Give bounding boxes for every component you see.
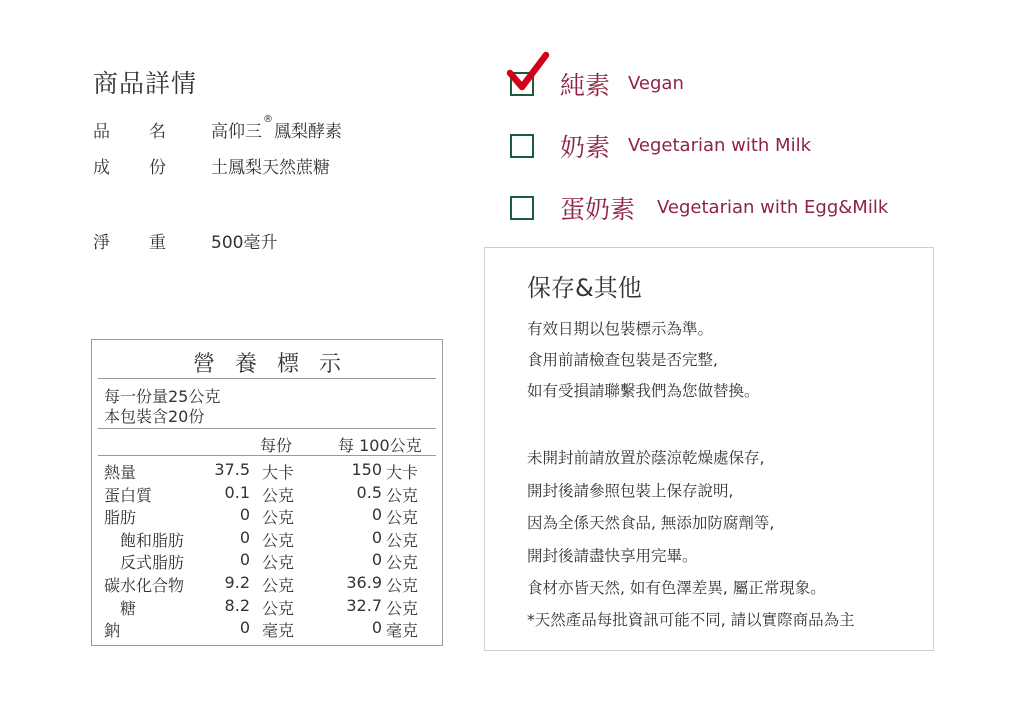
check-mark-icon: [504, 49, 552, 97]
diet-label-en: Vegetarian with Egg&Milk: [657, 197, 889, 218]
registered-mark: ®: [263, 114, 273, 126]
product-name-label-1: 品: [93, 122, 110, 142]
storage-info-box: [484, 247, 934, 651]
storage-title: 保存&其他: [527, 274, 642, 302]
per-serving-unit: 毫克: [262, 621, 295, 641]
per-serving-value: 37.5: [214, 460, 250, 479]
product-name: 鳳梨酵素: [274, 122, 342, 142]
product-brand: 高仰三: [211, 122, 262, 142]
per-serving-unit: 公克: [262, 598, 295, 618]
nutrient-name: 反式脂肪: [120, 553, 185, 573]
per-serving-unit: 公克: [262, 508, 295, 528]
per-100g-unit: 公克: [386, 576, 419, 595]
per-100g-value: 0: [371, 527, 382, 547]
nutrient-name: 蛋白質: [104, 485, 153, 505]
diet-label-en: Vegan: [628, 73, 684, 94]
diet-label-zh: 奶素: [560, 133, 611, 162]
product-name-value: [211, 114, 342, 142]
storage-line: 如有受損請聯繫我們為您做替換。: [527, 382, 760, 400]
per-serving-value: 0: [239, 505, 250, 525]
per-100g-value: 32.7: [346, 595, 382, 615]
per-100g-value: 0: [371, 618, 382, 638]
per-100g-value: 0: [371, 550, 382, 570]
per-100g-value: 150: [351, 460, 382, 479]
per-serving-unit: 公克: [262, 576, 295, 595]
per-100g-unit: 毫克: [386, 621, 419, 641]
net-weight-label-2: 重: [149, 233, 166, 253]
per-serving-value: 0: [239, 527, 250, 547]
per-100g-unit: 公克: [386, 598, 419, 618]
per-100g-unit: 大卡: [386, 463, 419, 482]
per-serving-unit: 公克: [262, 553, 295, 573]
per-100g-unit: 公克: [386, 553, 419, 573]
diet-option-egg-milk: [510, 187, 1010, 227]
nutrition-title: 營養標示: [192, 352, 361, 377]
storage-line: 未開封前請放置於蔭涼乾燥處保存,: [527, 449, 765, 467]
product-name-label-2: 名: [149, 122, 166, 142]
nutrient-name: 脂肪: [104, 508, 137, 528]
per-100g-unit: 公克: [386, 508, 419, 528]
per-100g-value: 0: [371, 505, 382, 525]
per-serving-unit: 大卡: [262, 463, 295, 482]
per-serving-unit: 公克: [262, 485, 295, 505]
net-weight-label-1: 淨: [93, 233, 110, 253]
storage-line: *天然產品每批資訊可能不同, 請以實際商品為主: [527, 611, 855, 629]
diet-option-milk: [510, 125, 1010, 165]
nutrition-table: [91, 339, 443, 646]
storage-line: 食用前請檢查包裝是否完整,: [527, 351, 718, 369]
nutrient-name: 熱量: [104, 463, 137, 482]
storage-line: 有效日期以包裝標示為準。: [527, 320, 714, 338]
serving-size: 每一份量25公克: [104, 387, 221, 406]
ingredients-label-1: 成: [93, 158, 110, 178]
nutrient-name: 飽和脂肪: [120, 530, 185, 550]
per-100g-value: 36.9: [346, 573, 382, 592]
nutrient-name: 糖: [120, 598, 137, 618]
per-100g-unit: 公克: [386, 485, 419, 505]
diet-label-zh: 蛋奶素: [560, 195, 636, 224]
column-header-per-serving: 每份: [260, 436, 293, 455]
diet-label-en: Vegetarian with Milk: [628, 135, 812, 156]
divider: [98, 378, 436, 379]
diet-option-vegan: [510, 63, 1010, 103]
net-weight-value: 500毫升: [211, 233, 278, 253]
storage-line: 開封後請參照包裝上保存說明,: [527, 482, 734, 500]
servings-per-package: 本包裝含20份: [104, 407, 205, 426]
column-header-per-100g: 每 100公克: [338, 436, 422, 455]
per-100g-unit: 公克: [386, 530, 419, 550]
ingredients-label-2: 份: [149, 158, 166, 178]
per-serving-value: 0: [239, 618, 250, 638]
per-serving-unit: 公克: [262, 530, 295, 550]
per-serving-value: 0: [239, 550, 250, 570]
nutrient-name: 鈉: [104, 621, 121, 641]
product-details-title: 商品詳情: [93, 69, 198, 98]
nutrient-name: 碳水化合物: [104, 576, 185, 595]
checkbox-egg-milk: [510, 196, 534, 220]
diet-label-zh: 純素: [560, 71, 611, 100]
divider: [98, 455, 436, 456]
per-serving-value: 8.2: [224, 595, 250, 615]
checkbox-milk: [510, 134, 534, 158]
per-serving-value: 9.2: [224, 573, 250, 592]
storage-line: 食材亦皆天然, 如有色澤差異, 屬正常現象。: [527, 579, 826, 597]
per-100g-value: 0.5: [356, 482, 382, 502]
storage-line: 開封後請盡快享用完畢。: [527, 547, 698, 565]
divider: [98, 428, 436, 429]
storage-line: 因為全係天然食品, 無添加防腐劑等,: [527, 514, 775, 532]
per-serving-value: 0.1: [224, 482, 250, 502]
ingredients-value: 土鳳梨天然蔗糖: [211, 158, 330, 178]
